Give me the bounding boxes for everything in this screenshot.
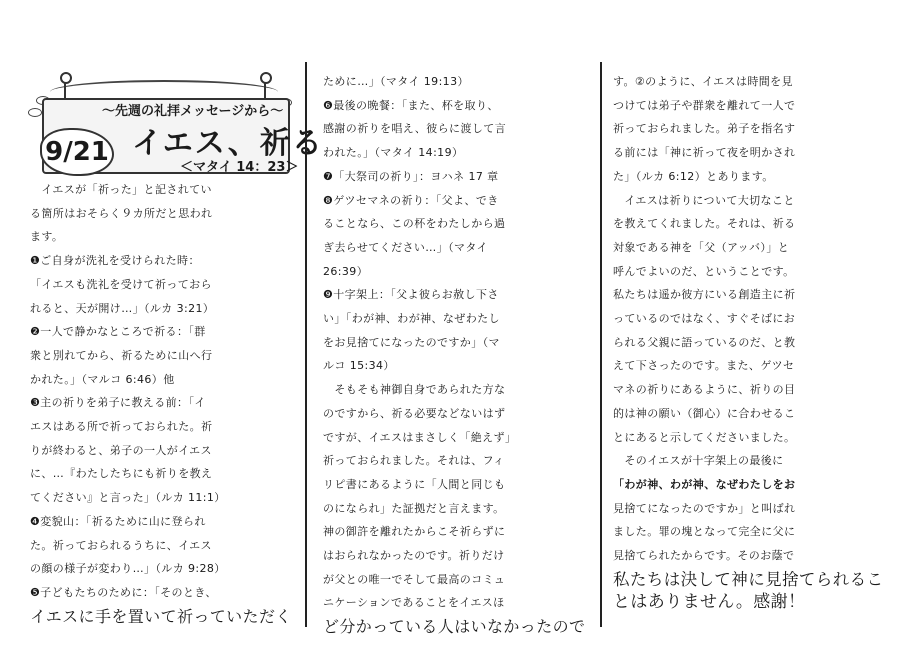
text-line: ために…」（マタイ 19:13） [323, 75, 469, 88]
text-line: 対象である神を「父（アッバ）」と [613, 240, 790, 254]
text-line: かれた。」（マルコ 6:46）他 [30, 372, 175, 386]
text-line: をお見捨てになったのですか」（マ [323, 335, 500, 349]
text-line: 呼んでよいのだ、ということです。 [613, 264, 795, 278]
text-line: とはありません。感謝！ [613, 592, 806, 613]
column-divider [305, 62, 307, 627]
text-line: そもそも神御自身であられた方な [323, 383, 506, 397]
text-line: てください』と言った」（ルカ 11:1） [30, 491, 226, 505]
column-divider [600, 62, 602, 627]
text-line: 祈っておられました。弟子を指名す [613, 122, 796, 136]
text-line: マネの祈りにあるように、祈りの目 [613, 383, 796, 397]
text-line: る前には「神に祈って夜を明かされ [613, 146, 796, 160]
date-badge: 9/21 [40, 128, 114, 176]
leaf-decoration [28, 108, 42, 117]
header-sign [28, 68, 324, 176]
text-line: 私たちは決して神に見捨てられるこ [613, 569, 884, 589]
text-line: た」（ルカ 6:12）とあります。 [613, 169, 774, 183]
text-line: ❻最後の晩餐：「また、杯を取り、 [323, 98, 499, 112]
text-line: た。祈っておられるうちに、イエス [30, 538, 212, 552]
text-line: ルコ 15:34） [323, 359, 395, 373]
text-line: われた。」（マタイ 14:19） [323, 146, 464, 160]
text-line: 26:39） [323, 264, 369, 278]
text-line: のですから、祈る必要などないはず [323, 406, 506, 420]
text-line: られる父親に語っているのだ、と教 [613, 335, 796, 349]
text-line: はおられなかったのです。祈りだけ [323, 549, 505, 563]
text-line: ❾十字架上：「父よ彼らお赦し下さ [323, 288, 499, 302]
text-line: そのイエスが十字架上の最後に [613, 454, 784, 468]
text-line: ❸主の祈りを弟子に教える前：「イ [30, 396, 206, 410]
text-line: つけては弟子や群衆を離れて一人で [613, 98, 796, 112]
text-line: りが終わると、弟子の一人がイエス [30, 443, 212, 457]
text-line: ❽ゲツセマネの祈り：「父よ、でき [323, 193, 499, 207]
text-line: えて下さったのです。また、ゲツセ [613, 359, 795, 373]
text-line: イエスに手を置いて祈っていただく [30, 606, 292, 626]
text-line: のになられ」た証拠だと言えます。 [323, 501, 505, 515]
column-1 [30, 178, 292, 628]
text-line: 見捨てられたからです。そのお蔭で [613, 549, 795, 563]
text-line: エスはある所で祈っておられた。祈 [30, 420, 213, 434]
text-line: を教えてくれました。それは、祈る [613, 217, 796, 231]
text-line: ど分かっている人はいなかったので [323, 617, 586, 637]
text-line: イエスは祈りについて大切なこと [613, 193, 795, 207]
text-line: れると、天が開け…」（ルカ 3:21） [30, 301, 215, 315]
text-line: に、…『わたしたちにも祈りを教え [30, 467, 213, 481]
text-line: 私たちは遥か彼方にいる創造主に祈 [613, 288, 796, 302]
text-line: ❷一人で静かなところで祈る：「群 [30, 325, 206, 339]
text-line: ですが、イエスはまさしく「絶えず」 [323, 430, 517, 444]
text-line: ❶ご自身が洗礼を受けられた時： [30, 254, 200, 268]
text-line: 祈っておられました。それは、フィ [323, 454, 505, 468]
text-line: ることなら、この杯をわたしから過 [323, 217, 506, 231]
text-line: す。②のように、イエスは時間を見 [613, 75, 793, 88]
page-title: イエス、祈る [132, 126, 324, 161]
text-line: 見捨てになったのですか」と叫ばれ [613, 501, 796, 515]
text-line: ニケーションであることをイエスほ [323, 596, 505, 610]
header-subtitle: ～先週の礼拝メッセージから～ [102, 104, 284, 119]
text-line: ❼「大祭司の祈り」：ヨハネ 17 章 [323, 169, 499, 183]
text-line: っているのではなく、すぐそばにお [613, 312, 796, 326]
text-line: 神の御許を離れたからこそ祈らずに [323, 525, 506, 539]
text-line: ました。罪の塊となって完全に父に [613, 525, 796, 539]
text-line: が父との唯一でそして最高のコミュ [323, 572, 506, 586]
text-line: イエスが「祈った」と記されてい [30, 183, 212, 196]
text-line: い」「わが神、わが神、なぜわたし [323, 312, 500, 326]
text-line: 的は神の願い（御心）に合わせるこ [613, 406, 796, 420]
text-line: ぎ去らせてください…」（マタイ [323, 240, 488, 254]
text-line: ます。 [30, 230, 64, 244]
text-line-emphasis: 「わが神、わが神、なぜわたしをお [613, 477, 796, 491]
text-line: ❺子どもたちのために：「そのとき、 [30, 585, 217, 599]
column-3 [613, 70, 883, 615]
text-line: 衆と別れてから、祈るために山へ行 [30, 348, 213, 362]
text-line: の顔の様子が変わり…」（ルカ 9:28） [30, 562, 226, 576]
text-line: とにあると示してくださいました。 [613, 430, 796, 444]
text-line: 感謝の祈りを唱え、彼らに渡して言 [323, 122, 507, 136]
text-line: ❹変貌山：「祈るために山に登られ [30, 514, 206, 528]
column-2 [323, 70, 585, 639]
text-line: る箇所はおそらく９カ所だと思われ [30, 206, 213, 220]
text-line: 「イエスも洗礼を受けて祈っておら [30, 277, 212, 291]
text-line: リピ書にあるように「人間と同じも [323, 477, 506, 491]
scripture-reference: ＜マタイ 14：23＞ [180, 160, 299, 175]
